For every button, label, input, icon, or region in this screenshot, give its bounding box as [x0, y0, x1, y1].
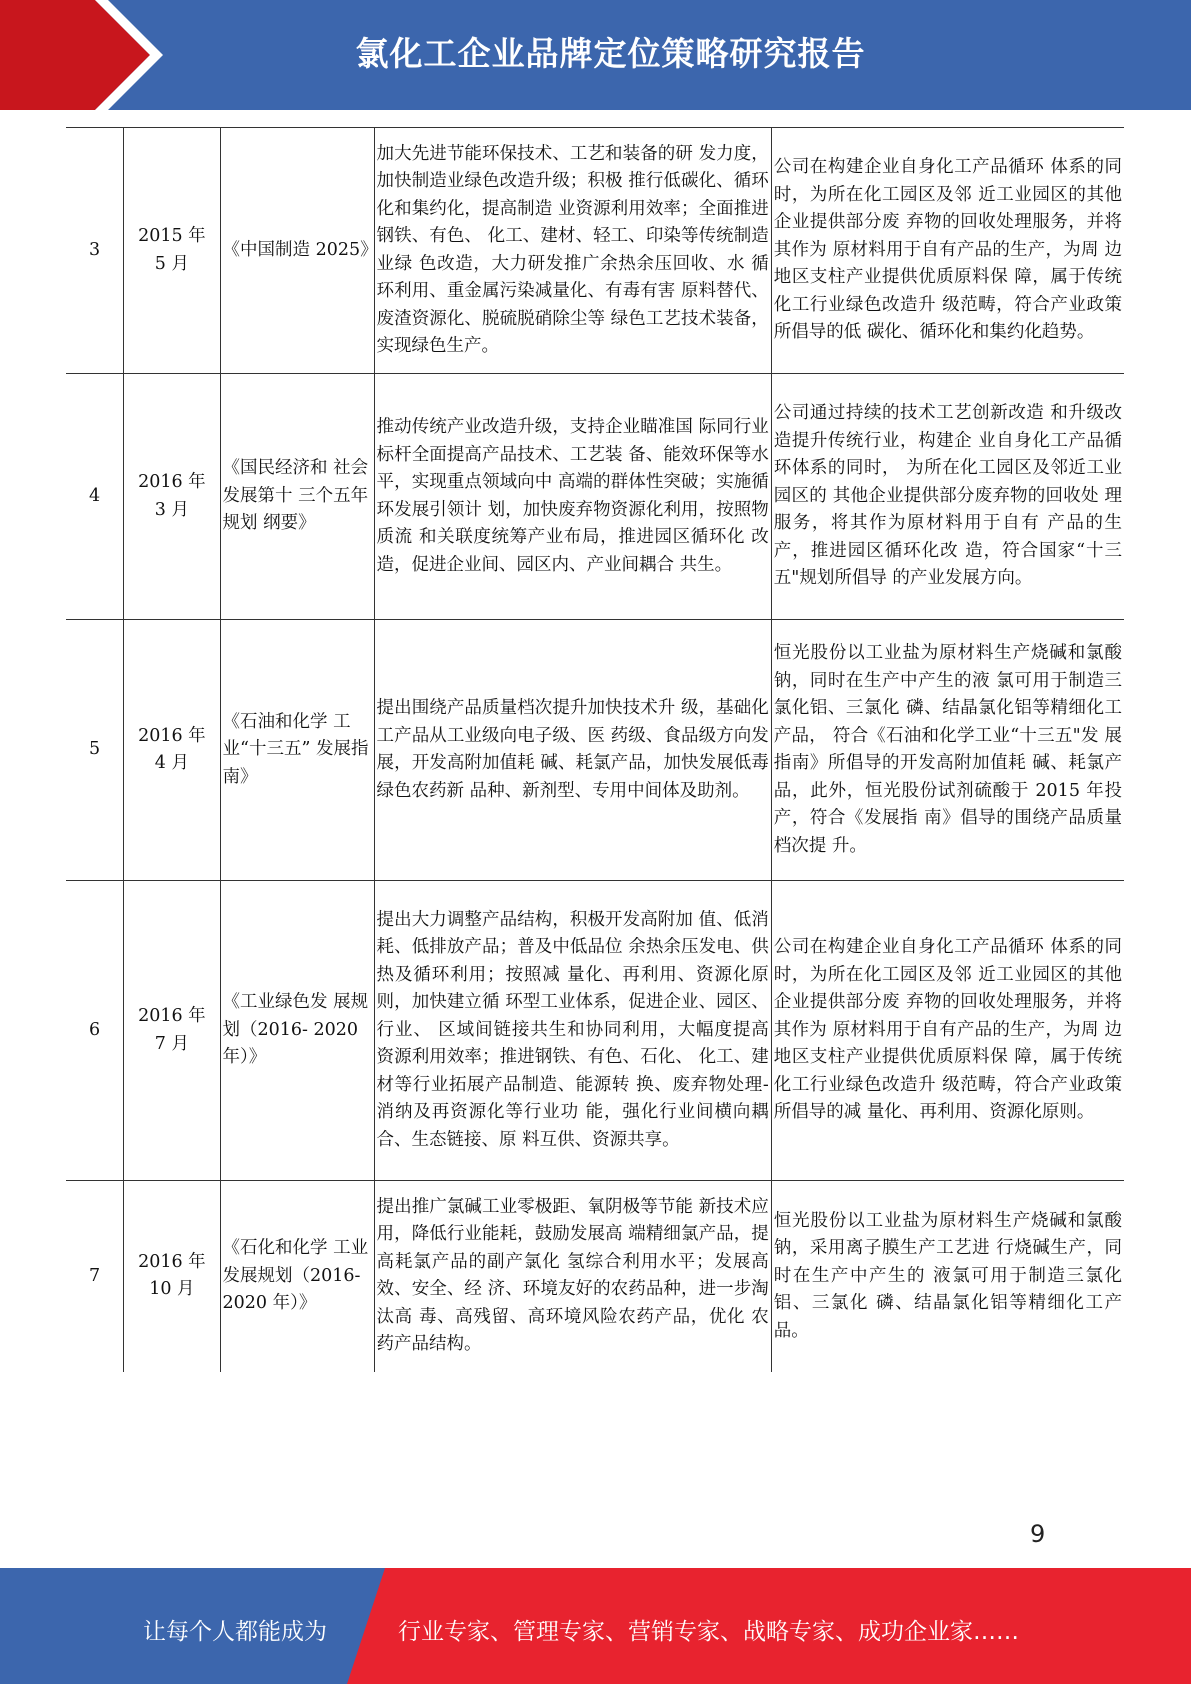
report-title: 氯化工企业品牌定位策略研究报告 — [355, 34, 866, 73]
issue-year: 2016 年 — [138, 1006, 206, 1026]
policy-name: 《石化和化学 工业发展规划（2016-2020 年）》 — [220, 1181, 374, 1372]
company-fit: 恒光股份以工业盐为原材料生产烧碱和氯酸钠，采用离子膜生产工艺进 行烧碱生产，同时在生产中产生的 液氯可用于制造三氯化铝、三氯化 磷、结晶氯化铝等精细化工产品。 — [771, 1181, 1124, 1372]
policy-table — [66, 127, 1124, 1372]
page-number: 9 — [1030, 1520, 1046, 1548]
policy-content: 提出大力调整产品结构，积极开发高附加 值、低消耗、低排放产品；普及中低品位 余热余压发电、供热及循环利用；按照减 量化、再利用、资源化原则，加快建立循 环型工业体系，促进企业、园区、行业、 区域间链接共生和协同利用，大幅度提高 资源利用效率；推进钢铁、有色、石化、 化工、建材等行业拓展产品制造、能源转 换、废弃物处理-消纳及再资源化等行业功 能，强化行业间横向耦合、生态链接、原 料互供、资源共享。 — [374, 881, 771, 1181]
page-footer — [0, 1568, 1191, 1684]
company-fit: 公司在构建企业自身化工产品循环 体系的同时，为所在化工园区及邻 近工业园区的其他企业提供部分废 弃物的回收处理服务，并将其作为 原材料用于自有产品的生产，为周 边地区支柱产业提供优质原料保 障，属于传统化工行业绿色改造升 级范畴，符合产业政策所倡导的减 量化、再利用、资源化原则。 — [771, 881, 1124, 1181]
policy-name: 《中国制造 2025》 — [220, 128, 374, 374]
footer-slogan-roles: 行业专家、管理专家、营销专家、战略专家、成功企业家…… — [398, 1619, 1019, 1645]
table-row — [66, 620, 1124, 881]
footer-slogan-lead: 让每个人都能成为 — [143, 1619, 327, 1645]
policy-name: 《工业绿色发 展规划（2016- 2020 年）》 — [220, 881, 374, 1181]
issue-month: 5 月 — [154, 253, 189, 274]
issue-date — [124, 374, 220, 620]
issue-date — [124, 128, 220, 374]
issue-date — [124, 881, 220, 1181]
policy-name: 《国民经济和 社会发展第十 三个五年规划 纲要》 — [220, 374, 374, 620]
company-fit: 公司在构建企业自身化工产品循环 体系的同时，为所在化工园区及邻 近工业园区的其他企业提供部分废 弃物的回收处理服务，并将其作为 原材料用于自有产品的生产，为周 边地区支柱产业提供优质原料保 障，属于传统化工行业绿色改造升 级范畴，符合产业政策所倡导的低 碳化、循环化和集约化趋势。 — [771, 128, 1124, 374]
table-row — [66, 128, 1124, 374]
row-number: 6 — [66, 881, 124, 1181]
policy-content: 推动传统产业改造升级，支持企业瞄准国 际同行业标杆全面提高产品技术、工艺装 备、能效环保等水平，实现重点领域向中 高端的群体性突破；实施循环发展引领计 划，加快废弃物资源化利用，按照物质流 和关联度统筹产业布局，推进园区循环化 改造，促进企业间、园区内、产业间耦合 共生。 — [374, 374, 771, 620]
issue-year: 2015 年 — [138, 226, 206, 246]
table-row — [66, 881, 1124, 1181]
company-fit: 恒光股份以工业盐为原材料生产烧碱和氯酸钠，同时在生产中产生的液 氯可用于制造三氯化铝、三氯化 磷、结晶氯化铝等精细化工产品， 符合《石油和化学工业“十三五"发 展指南》所倡导的开发高附加值耗 碱、耗氯产品，此外，恒光股份试剂硫酸于 2015 年投产，符合《发展指 南》倡导的围绕产品质量档次提 升。 — [771, 620, 1124, 881]
table-row — [66, 1181, 1124, 1372]
issue-month: 10 月 — [149, 1279, 195, 1300]
policy-name: 《石油和化学 工业“十三五” 发展指南》 — [220, 620, 374, 881]
issue-date — [124, 1181, 220, 1372]
row-number: 3 — [66, 128, 124, 374]
issue-year: 2016 年 — [138, 725, 206, 746]
company-fit: 公司通过持续的技术工艺创新改造 和升级改造提升传统行业，构建企 业自身化工产品循环体系的同时， 为所在化工园区及邻近工业园区的 其他企业提供部分废弃物的回收处 理服务，将其作为原材料用于自有 产品的生产，推进园区循环化改 造，符合国家“十三五"规划所倡导 的产业发展方向。 — [771, 374, 1124, 620]
policy-content: 加大先进节能环保技术、工艺和装备的研 发力度，加快制造业绿色改造升级；积极 推行低碳化、循环化和集约化，提高制造 业资源利用效率；全面推进钢铁、有色、 化工、建材、轻工、印染等传统制造业绿 色改造，大力研发推广余热余压回收、水 循环利用、重金属污染减量化、有毒有害 原料替代、废渣资源化、脱硫脱硝除尘等 绿色工艺技术装备，实现绿色生产。 — [374, 128, 771, 374]
policy-content: 提出推广氯碱工业零极距、氧阴极等节能 新技术应用，降低行业能耗，鼓励发展高 端精细氯产品，提高耗氯产品的副产氯化 氢综合利用水平；发展高效、安全、经 济、环境友好的农药品种，进一步淘汰高 毒、高残留、高环境风险农药产品，优化 农药产品结构。 — [374, 1181, 771, 1372]
policy-content: 提出围绕产品质量档次提升加快技术升 级，基础化工产品从工业级向电子级、医 药级、食品级方向发展，开发高附加值耗 碱、耗氯产品，加快发展低毒绿色农药新 品种、新剂型、专用中间体及助剂。 — [374, 620, 771, 881]
issue-year: 2016 年 — [138, 472, 206, 492]
issue-date — [124, 620, 220, 881]
row-number: 7 — [66, 1181, 124, 1372]
issue-year: 2016 年 — [138, 1251, 206, 1272]
page-header — [0, 0, 1191, 110]
table-row — [66, 374, 1124, 620]
issue-month: 3 月 — [154, 499, 189, 520]
issue-month: 7 月 — [154, 1033, 189, 1054]
issue-month: 4 月 — [154, 753, 189, 773]
row-number: 4 — [66, 374, 124, 620]
row-number: 5 — [66, 620, 124, 881]
